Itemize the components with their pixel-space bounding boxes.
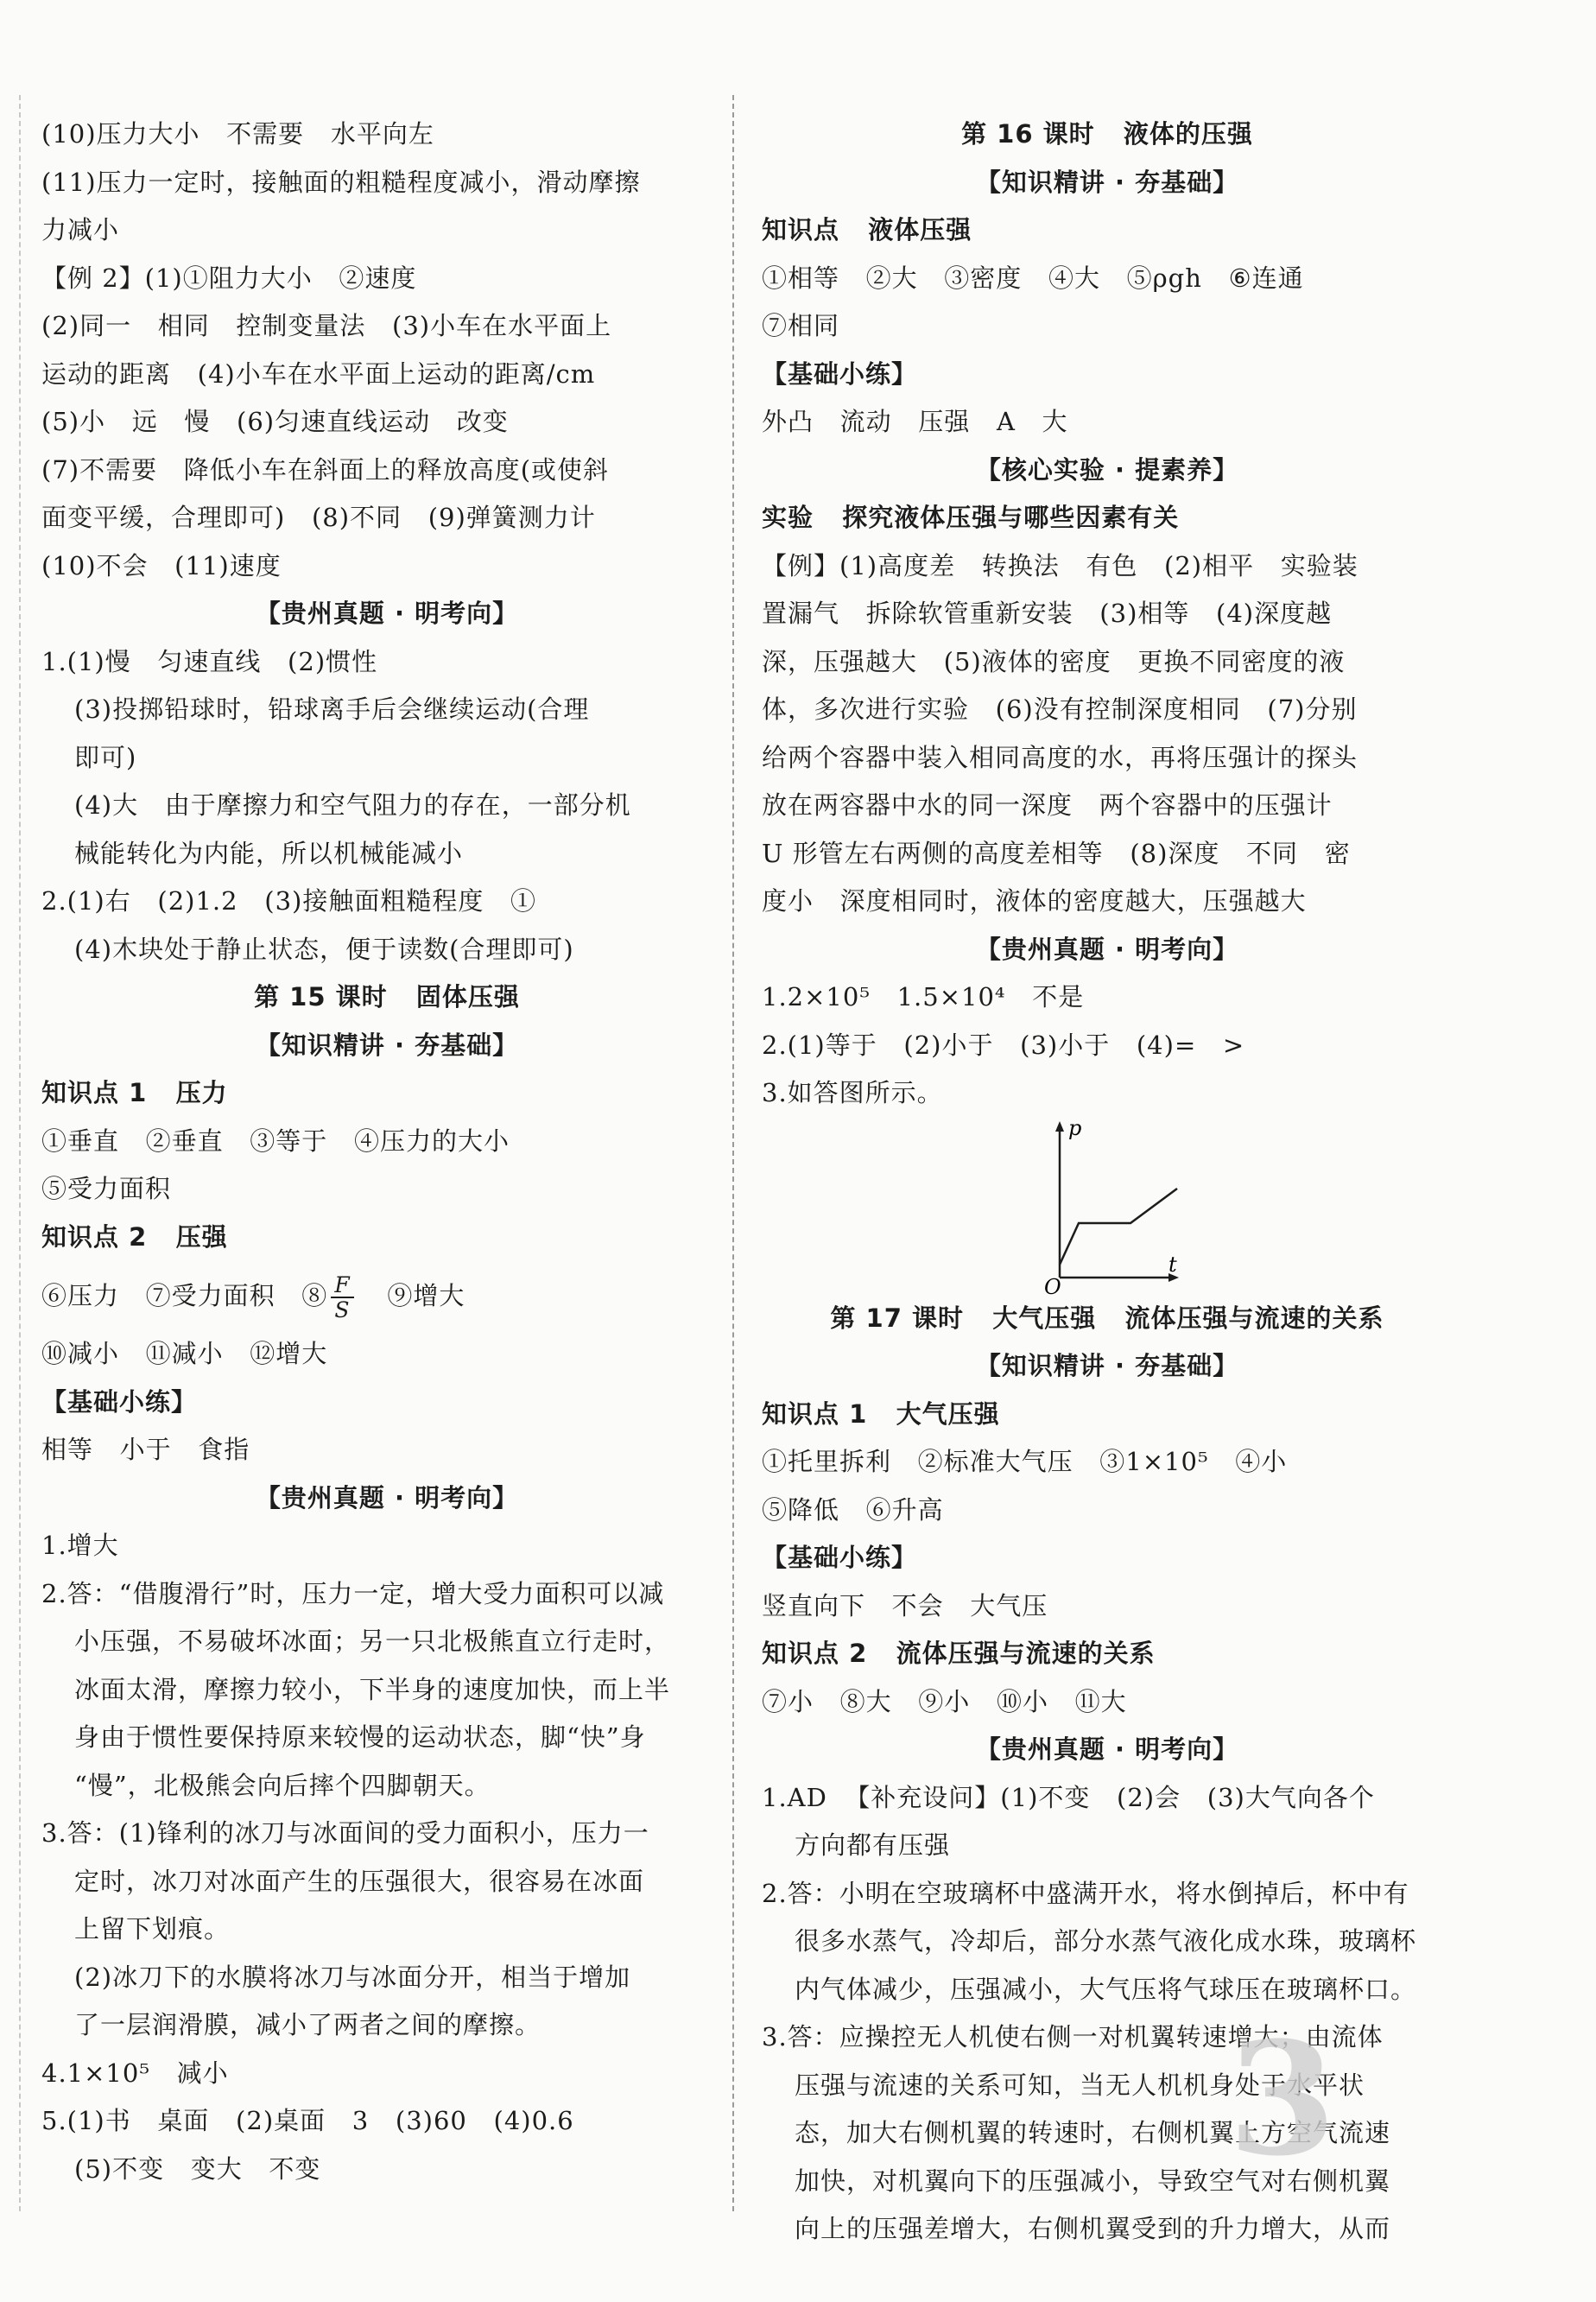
left-line: ⑤受力面积 bbox=[41, 1174, 172, 1203]
left-line: ⑩减小 ⑪减小 ⑫增大 bbox=[41, 1339, 328, 1368]
left-line: 定时，冰刀对冰面产生的压强很大，很容易在冰面 bbox=[74, 1866, 645, 1896]
left-line: “慢”，北极熊会向后摔个四脚朝天。 bbox=[74, 1770, 491, 1800]
left-line: (10)不会 (11)速度 bbox=[41, 550, 282, 580]
left-line: 械能转化为内能，所以机械能减小 bbox=[74, 838, 464, 868]
right-line: 加快，对机翼向下的压强减小，导致空气对右侧机翼 bbox=[795, 2166, 1391, 2196]
right-line: 置漏气 拆除软管重新安装 (3)相等 (4)深度越 bbox=[762, 599, 1333, 628]
right-column bbox=[762, 111, 1453, 2254]
right-line: 2.答：小明在空玻璃杯中盛满开水，将水倒掉后，杯中有 bbox=[762, 1878, 1409, 1908]
right-line: 知识点 1 大气压强 bbox=[762, 1398, 1000, 1429]
left-line: (10)压力大小 不需要 水平向左 bbox=[41, 119, 434, 149]
right-line: 3.如答图所示。 bbox=[762, 1078, 943, 1107]
right-line: 【基础小练】 bbox=[762, 1543, 918, 1572]
left-line: (3)投掷铅球时，铅球离手后会继续运动(合理 bbox=[74, 694, 590, 724]
right-line: 3.答：应操控无人机使右侧一对机翼转速增大；由流体 bbox=[762, 2022, 1384, 2052]
left-line: 上留下划痕。 bbox=[74, 1914, 231, 1944]
right-line: 【核心实验 · 提素养】 bbox=[975, 454, 1239, 485]
pressure-time-graph bbox=[762, 1118, 1453, 1295]
left-line: 面变平缓，合理即可) (8)不同 (9)弹簧测力计 bbox=[41, 503, 596, 532]
right-line: 竖直向下 不会 大气压 bbox=[762, 1590, 1048, 1620]
line-text-after: ⑨增大 bbox=[360, 1281, 466, 1310]
right-line: 外凸 流动 压强 A 大 bbox=[762, 407, 1068, 436]
left-line: (2)冰刀下的水膜将冰刀与冰面分开，相当于增加 bbox=[74, 1962, 631, 1992]
left-line: 力减小 bbox=[41, 215, 120, 244]
fraction-denominator: S bbox=[334, 1297, 351, 1322]
left-line: (11)压力一定时，接触面的粗糙程度减小，滑动摩擦 bbox=[41, 167, 641, 197]
left-line: 【基础小练】 bbox=[41, 1386, 198, 1417]
left-line: 第 15 课时 固体压强 bbox=[254, 982, 520, 1011]
left-line: 运动的距离 (4)小车在水平面上运动的距离/cm bbox=[41, 358, 596, 389]
right-line: 放在两容器中水的同一深度 两个容器中的压强计 bbox=[762, 790, 1333, 820]
right-line: U 形管左右两侧的高度差相等 (8)深度 不同 密 bbox=[762, 838, 1351, 868]
right-line: 态，加大右侧机翼的转速时，右侧机翼上方空气流速 bbox=[795, 2118, 1391, 2147]
left-line: 2.(1)右 (2)1.2 (3)接触面粗糙程度 ① bbox=[41, 886, 536, 916]
right-line: 很多水蒸气，冷却后，部分水蒸气液化成水珠，玻璃杯 bbox=[795, 1926, 1417, 1956]
left-line: (2)同一 相同 控制变量法 (3)小车在水平面上 bbox=[41, 311, 612, 340]
right-line: 第 16 课时 液体的压强 bbox=[961, 119, 1253, 149]
right-line: 深，压强越大 (5)液体的密度 更换不同密度的液 bbox=[762, 646, 1346, 676]
fraction-numerator: F bbox=[331, 1273, 353, 1298]
left-line: (4)木块处于静止状态，便于读数(合理即可) bbox=[74, 934, 574, 964]
right-line: 体，多次进行实验 (6)没有控制深度相同 (7)分别 bbox=[762, 694, 1358, 724]
left-line: 4.1×10⁵ 减小 bbox=[41, 2058, 229, 2088]
right-line: 向上的压强差增大，右侧机翼受到的升力增大，从而 bbox=[795, 2214, 1391, 2243]
line-text: ⑥压力 ⑦受力面积 ⑧ bbox=[41, 1281, 328, 1310]
left-line: 2.答：“借腹滑行”时，压力一定，增大受力面积可以减 bbox=[41, 1578, 665, 1608]
left-line: 了一层润滑膜，减小了两者之间的摩擦。 bbox=[74, 2010, 542, 2039]
right-line: ⑤降低 ⑥升高 bbox=[762, 1494, 944, 1525]
right-line: 压强与流速的关系可知，当无人机机身处于水平状 bbox=[795, 2070, 1365, 2100]
left-line: 身由于惯性要保持原来较慢的运动状态，脚“快”身 bbox=[74, 1722, 646, 1752]
left-line: 【贵州真题 · 明考向】 bbox=[255, 599, 519, 628]
left-line: 5.(1)书 桌面 (2)桌面 3 (3)60 (4)0.6 bbox=[41, 2106, 574, 2135]
right-line: ①托里拆利 ②标准大气压 ③1×10⁵ ④小 bbox=[762, 1447, 1288, 1476]
left-line: ①垂直 ②垂直 ③等于 ④压力的大小 bbox=[41, 1126, 510, 1156]
left-line: 知识点 2 压强 bbox=[41, 1221, 228, 1252]
right-line: 知识点 2 流体压强与流速的关系 bbox=[762, 1639, 1156, 1668]
left-line: 小压强，不易破坏冰面；另一只北极熊直立行走时， bbox=[74, 1627, 671, 1656]
right-line: 【贵州真题 · 明考向】 bbox=[975, 934, 1239, 964]
left-line: (5)不变 变大 不变 bbox=[74, 2153, 321, 2184]
pressure-curve bbox=[1060, 1189, 1177, 1265]
right-line: 给两个容器中装入相同高度的水，再将压强计的探头 bbox=[762, 742, 1358, 772]
right-line: 方向都有压强 bbox=[795, 1830, 951, 1860]
right-line: ①相等 ②大 ③密度 ④大 ⑤ρgh ⑥连通 bbox=[762, 263, 1304, 293]
right-line: 实验 探究液体压强与哪些因素有关 bbox=[762, 503, 1180, 532]
right-line: 知识点 液体压强 bbox=[762, 215, 972, 244]
left-line: 【贵州真题 · 明考向】 bbox=[255, 1482, 519, 1512]
right-line: 【例】(1)高度差 转换法 有色 (2)相平 实验装 bbox=[762, 550, 1358, 580]
x-axis-label: t bbox=[1168, 1252, 1177, 1277]
right-line: ⑦小 ⑧大 ⑨小 ⑩小 ⑪大 bbox=[762, 1686, 1127, 1716]
right-line: 内气体减少，压强减小，大气压将气球压在玻璃杯口。 bbox=[795, 1974, 1417, 2004]
left-line: 【知识精讲 · 夯基础】 bbox=[255, 1030, 519, 1060]
right-line: ⑦相同 bbox=[762, 311, 840, 340]
left-line: (4)大 由于摩擦力和空气阻力的存在，一部分机 bbox=[74, 790, 631, 820]
left-line: 1.(1)慢 匀速直线 (2)惯性 bbox=[41, 646, 378, 676]
right-line: 1.AD 【补充设问】(1)不变 (2)会 (3)大气向各个 bbox=[762, 1782, 1375, 1812]
left-line: (5)小 远 慢 (6)匀速直线运动 改变 bbox=[41, 407, 509, 436]
right-line: 第 17 课时 大气压强 流体压强与流速的关系 bbox=[830, 1303, 1384, 1333]
right-line: 1.2×10⁵ 1.5×10⁴ 不是 bbox=[762, 982, 1085, 1011]
left-column bbox=[41, 111, 732, 2193]
right-line: 【知识精讲 · 夯基础】 bbox=[975, 167, 1239, 197]
left-line bbox=[41, 1261, 732, 1330]
left-line: 相等 小于 食指 bbox=[41, 1435, 250, 1464]
left-line: (7)不需要 降低小车在斜面上的释放高度(或使斜 bbox=[41, 454, 610, 485]
left-line: 【例 2】(1)①阻力大小 ②速度 bbox=[41, 263, 417, 293]
right-line: 【基础小练】 bbox=[762, 358, 918, 389]
left-line: 1.增大 bbox=[41, 1531, 119, 1560]
column-divider bbox=[732, 95, 734, 2211]
left-line: 3.答：(1)锋利的冰刀与冰面间的受力面积小，压力一 bbox=[41, 1818, 649, 1848]
right-line: 【知识精讲 · 夯基础】 bbox=[975, 1351, 1239, 1380]
right-line: 2.(1)等于 (2)小于 (3)小于 (4)= > bbox=[762, 1030, 1245, 1060]
origin-label: O bbox=[1044, 1274, 1061, 1295]
page-number: 3 bbox=[1228, 2008, 1337, 2191]
right-line: 度小 深度相同时，液体的密度越大，压强越大 bbox=[762, 886, 1307, 916]
left-line: 冰面太滑，摩擦力较小，下半身的速度加快，而上半 bbox=[74, 1674, 671, 1704]
fraction-f-over-s bbox=[331, 1273, 353, 1322]
left-margin-rule bbox=[19, 95, 21, 2211]
y-axis-arrow bbox=[1055, 1121, 1064, 1132]
left-line: 知识点 1 压力 bbox=[41, 1078, 228, 1107]
right-line: 【贵州真题 · 明考向】 bbox=[975, 1734, 1239, 1764]
left-line: 即可) bbox=[74, 742, 137, 772]
y-axis-label: p bbox=[1068, 1117, 1082, 1140]
